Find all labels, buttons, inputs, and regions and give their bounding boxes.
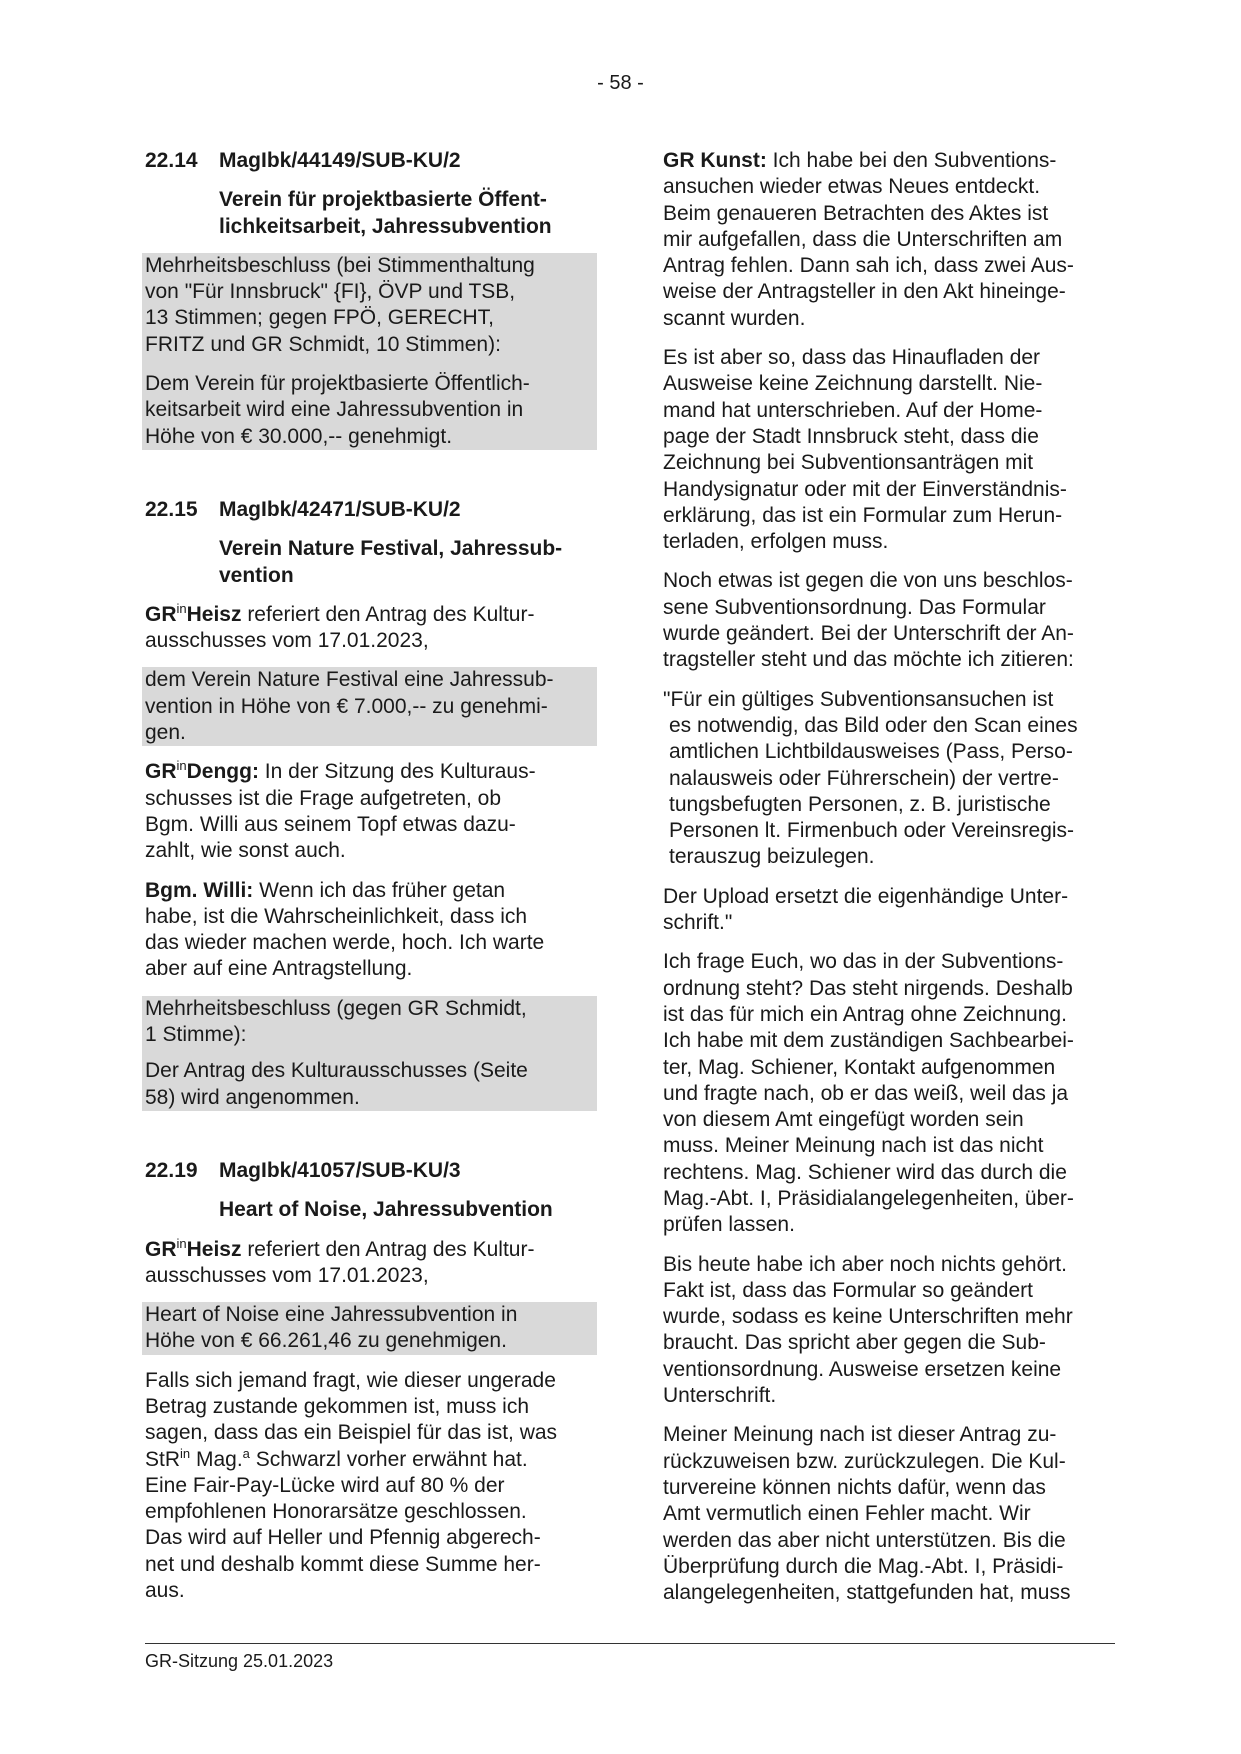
speaker-name-superscript: in <box>176 1235 187 1251</box>
body-paragraph: Bis heute habe ich aber noch nichts gehört. Fakt ist, dass das Formular so geändert wurde, sodass es keine Unterschriften mehr braucht. Das spricht aber gegen die Sub- ventionsordnung. Ausweise ersetzen keine Unterschrift. <box>663 1252 1073 1408</box>
motion-text: dem Verein Nature Festival eine Jahressub- vention in Höhe von € 7.000,-- zu genehmi- gen. <box>145 668 554 745</box>
body-text: Mag. <box>190 1447 243 1471</box>
speaker-surname: Dengg: <box>186 760 259 784</box>
agenda-item-reference: MagIbk/42471/SUB-KU/2 <box>219 497 461 521</box>
motion-box <box>142 1302 597 1355</box>
body-text: Falls sich jemand fragt, wie dieser ungerade Betrag zustande gekommen ist, muss ich sagen, dass das ein Beispiel für das ist, was StR <box>145 1368 558 1471</box>
body-paragraph: Meiner Meinung nach ist dieser Antrag zu- rückzuweisen bzw. zurückzulegen. Die Kul- turvereine können nichts dafür, wenn das Amt vermutlich einen Fehler macht. Wir werden das aber nicht unterstützen. Bis die Überprüfung durch die Mag.-Abt. I, Präsidi- alangelegenheiten, stattgefunden hat, muss <box>663 1423 1071 1605</box>
superscript: in <box>180 1445 191 1461</box>
footer-text: GR-Sitzung 25.01.2023 <box>145 1651 334 1671</box>
motion-box <box>142 667 597 746</box>
speaker-name: GR <box>145 760 177 784</box>
speaker-paragraph <box>145 759 597 864</box>
agenda-item-number: 22.19 <box>145 1158 198 1182</box>
speaker-paragraph <box>145 878 597 983</box>
agenda-item-heading <box>145 497 597 523</box>
speaker-paragraph <box>145 602 597 655</box>
quote-paragraph: "Für ein gültiges Subventionsansuchen ist es notwendig, das Bild oder den Scan eines amtlichen Lichtbildausweises (Pass, Perso- nalausweis oder Führerschein) der vertre- tungsbefugten Personen, z. B. juristische Personen lt. Firmenbuch oder Vereinsregis- terauszug beizulegen. <box>663 687 1078 869</box>
speaker-text: In der Sitzung des Kulturaus- schusses ist die Frage aufgetreten, ob Bgm. Willi aus seinem Topf etwas dazu- zahlt, wie sonst auch. <box>145 760 536 863</box>
speaker-text: Ich habe bei den Subventions- ansuchen wieder etwas Neues entdeckt. Beim genaueren Betrachten des Aktes ist mir aufgefallen, dass die Unterschriften am Antrag fehlen. Dann sah ich, dass zwei Aus- weise der Antragsteller in den Akt hineinge- scannt wurden. <box>663 149 1074 330</box>
agenda-item-heading <box>145 148 597 174</box>
decision-text: Der Antrag des Kulturausschusses (Seite 58) wird angenommen. <box>145 1059 528 1109</box>
resolution-text: Mehrheitsbeschluss (bei Stimmenthaltung von "Für Innsbruck" {FI}, ÖVP und TSB, 13 Stimmen; gegen FPÖ, GERECHT, FRITZ und GR Schmidt, 10 Stimmen): <box>145 253 535 356</box>
body-paragraph <box>145 1368 597 1605</box>
body-paragraph: Der Upload ersetzt die eigenhändige Unter- schrift." <box>663 884 1069 935</box>
page-number: - 58 - <box>597 72 644 94</box>
speaker-name: Bgm. Willi: <box>145 878 254 902</box>
agenda-item-heading <box>145 1158 597 1184</box>
body-paragraph: Ich frage Euch, wo das in der Subventions- ordnung steht? Das steht nirgends. Deshalb ist das für mich ein Antrag ohne Zeichnung. Ich habe mit dem zuständigen Sachbearbei- ter, Mag. Schiener, Kontakt aufgenommen und fragte nach, ob er das weiß, weil das ja von diesem Amt eingefügt worden sein muss. Meiner Meinung nach ist das nicht rechtens. Mag. Schiener wird das durch die Mag.-Abt. I, Präsidialangelegenheiten, über- prüfen lassen. <box>663 950 1074 1237</box>
speaker-text: Wenn ich das früher getan habe, ist die Wahrscheinlichkeit, dass ich das wieder machen werde, hoch. Ich warte aber auf eine Antragstellung. <box>145 878 545 981</box>
speaker-paragraph <box>663 148 1115 332</box>
body-paragraph: Noch etwas ist gegen die von uns beschlos- sene Subventionsordnung. Das Formular wurde geändert. Bei der Unterschrift der An- tragsteller steht und das möchte ich zitieren: <box>663 569 1074 672</box>
speaker-name-superscript: in <box>176 600 187 616</box>
decision-text: Dem Verein für projektbasierte Öffentlich- keitsarbeit wird eine Jahressubvention in Höhe von € 30.000,-- genehmigt. <box>145 372 530 448</box>
speaker-name: GR Kunst: <box>663 149 767 172</box>
superscript: a <box>242 1445 250 1461</box>
speaker-text: referiert den Antrag des Kultur- ausschusses vom 17.01.2023, <box>145 1237 535 1287</box>
footer-divider <box>145 1643 1115 1644</box>
agenda-item-reference: MagIbk/44149/SUB-KU/2 <box>219 149 461 172</box>
agenda-item-reference: MagIbk/41057/SUB-KU/3 <box>219 1158 461 1182</box>
left-column <box>145 148 597 1604</box>
agenda-item-subtitle: Verein für projektbasierte Öffent- lichkeitsarbeit, Jahressubvention <box>219 188 552 238</box>
resolution-box <box>142 996 597 1111</box>
speaker-surname: Heisz <box>186 602 242 626</box>
agenda-item-number: 22.14 <box>145 149 198 172</box>
speaker-paragraph <box>145 1237 597 1290</box>
resolution-text: Mehrheitsbeschluss (gegen GR Schmidt, 1 Stimme): <box>145 996 527 1047</box>
agenda-item-subtitle: Heart of Noise, Jahressubvention <box>219 1198 553 1222</box>
resolution-box <box>142 253 597 450</box>
agenda-item-number: 22.15 <box>145 497 198 521</box>
motion-text: Heart of Noise eine Jahressubvention in Höhe von € 66.261,46 zu genehmigen. <box>145 1303 518 1353</box>
right-column <box>663 148 1115 1606</box>
agenda-item-subtitle: Verein Nature Festival, Jahressub- vention <box>219 537 563 587</box>
speaker-name: GR <box>145 602 177 626</box>
speaker-name-superscript: in <box>176 758 187 774</box>
speaker-surname: Heisz <box>186 1237 242 1261</box>
speaker-text: referiert den Antrag des Kultur- ausschusses vom 17.01.2023, <box>145 602 535 653</box>
speaker-name: GR <box>145 1237 177 1261</box>
body-text: Schwarzl vorher erwähnt hat. Eine Fair-Pay-Lücke wird auf 80 % der empfohlenen Honorarsätze geschlossen. Das wird auf Heller und Pfennig abgerech- net und deshalb kommt diese Summe her- aus. <box>145 1447 541 1603</box>
body-paragraph: Es ist aber so, dass das Hinaufladen der Ausweise keine Zeichnung darstellt. Nie- mand hat unterschrieben. Auf der Home- page der Stadt Innsbruck steht, dass die Zeichnung bei Subventionsanträgen mit Handysignatur oder mit der Einverständnis- erklärung, das ist ein Formular zum Herun- terladen, erfolgen muss. <box>663 346 1067 554</box>
